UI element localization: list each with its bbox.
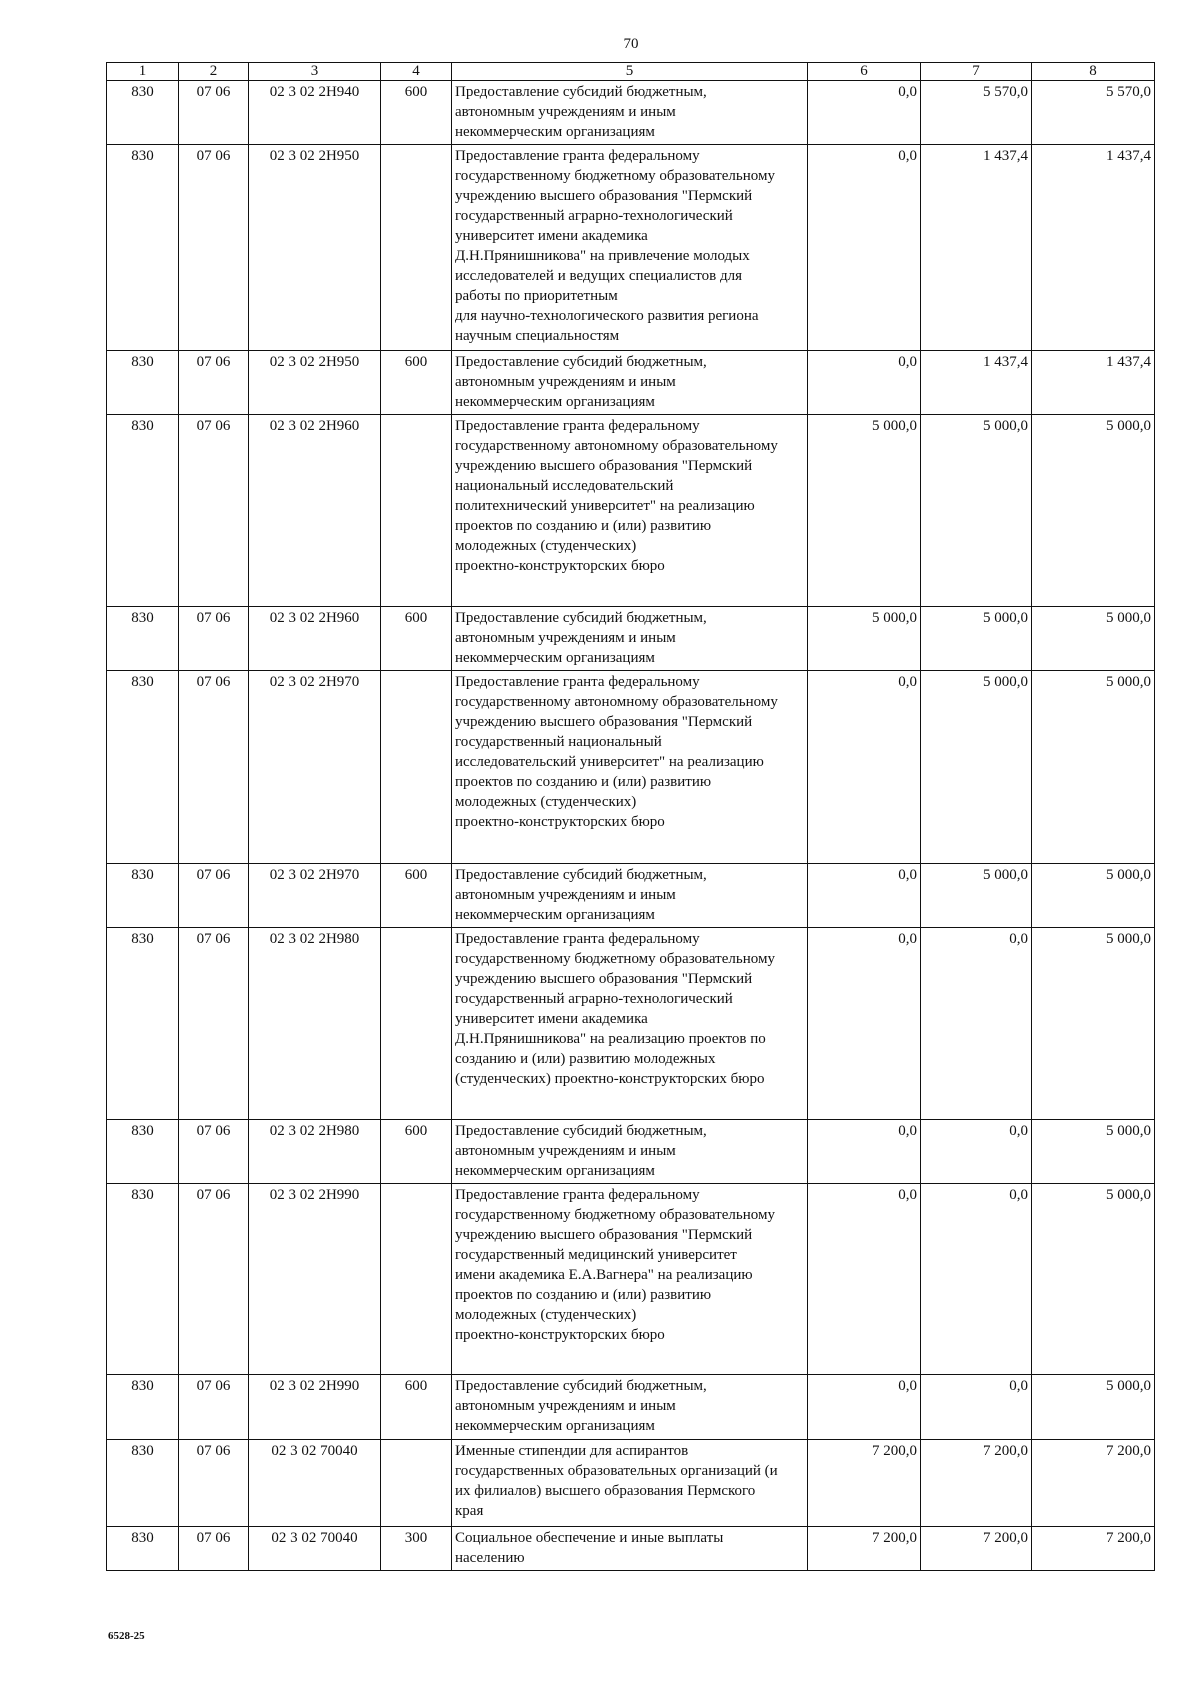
expense-type-code: 600 [381, 81, 452, 145]
section-code: 07 06 [179, 415, 249, 607]
amount-col-6: 0,0 [808, 1375, 921, 1440]
description-line: работы по приоритетным [455, 288, 618, 304]
description-cell [452, 415, 808, 607]
amount-col-8: 5 000,0 [1032, 671, 1155, 864]
description-line: созданию и (или) развитию молодежных [455, 1051, 716, 1067]
description-line: государственному бюджетному образовательному [455, 951, 775, 967]
expense-type-code: 300 [381, 1527, 452, 1571]
amount-col-7: 5 000,0 [921, 415, 1032, 607]
description-line: некоммерческим организациям [455, 907, 655, 923]
column-number-3: 3 [249, 63, 381, 81]
expense-type-code [381, 928, 452, 1120]
description-cell [452, 81, 808, 145]
amount-col-8: 5 570,0 [1032, 81, 1155, 145]
description-line: некоммерческим организациям [455, 650, 655, 666]
target-article-code: 02 3 02 2Н970 [249, 864, 381, 928]
section-code: 07 06 [179, 928, 249, 1120]
amount-col-6: 7 200,0 [808, 1527, 921, 1571]
target-article-code: 02 3 02 2Н940 [249, 81, 381, 145]
description-line: автономным учреждениям и иным [455, 630, 676, 646]
description-line: молодежных (студенческих) [455, 1307, 637, 1323]
page-number: 70 [623, 36, 639, 52]
amount-col-6: 5 000,0 [808, 607, 921, 671]
section-code: 07 06 [179, 607, 249, 671]
table-row [107, 1184, 1155, 1375]
description-line: молодежных (студенческих) [455, 794, 637, 810]
description-line: учреждению высшего образования "Пермский [455, 714, 753, 730]
description-line: государственный аграрно-технологический [455, 991, 733, 1007]
amount-col-8: 5 000,0 [1032, 415, 1155, 607]
description-line: учреждению высшего образования "Пермский [455, 458, 753, 474]
section-code: 07 06 [179, 1375, 249, 1440]
amount-col-8: 5 000,0 [1032, 864, 1155, 928]
table-row [107, 415, 1155, 607]
description-line: автономным учреждениям и иным [455, 1398, 676, 1414]
expense-type-code: 600 [381, 351, 452, 415]
description-line: учреждению высшего образования "Пермский [455, 188, 753, 204]
description-line: Предоставление субсидий бюджетным, [455, 1123, 707, 1139]
amount-col-7: 5 570,0 [921, 81, 1032, 145]
description-line: автономным учреждениям и иным [455, 1143, 676, 1159]
description-line: Социальное обеспечение и иные выплаты [455, 1530, 724, 1546]
section-code: 07 06 [179, 1440, 249, 1527]
amount-col-6: 0,0 [808, 351, 921, 415]
ministry-code: 830 [107, 671, 179, 864]
description-line: государственный медицинский университет [455, 1247, 737, 1263]
description-line: государственный аграрно-технологический [455, 208, 733, 224]
ministry-code: 830 [107, 864, 179, 928]
amount-col-7: 7 200,0 [921, 1527, 1032, 1571]
target-article-code: 02 3 02 2Н980 [249, 1120, 381, 1184]
description-cell [452, 1120, 808, 1184]
ministry-code: 830 [107, 607, 179, 671]
description-line: Именные стипендии для аспирантов [455, 1443, 689, 1459]
amount-col-6: 0,0 [808, 1120, 921, 1184]
description-cell [452, 1440, 808, 1527]
description-line: их филиалов) высшего образования Пермского [455, 1483, 756, 1499]
description-line: политехнический университет" на реализацию [455, 498, 755, 514]
section-code: 07 06 [179, 671, 249, 864]
description-line: некоммерческим организациям [455, 1418, 655, 1434]
description-line: государственному бюджетному образовательному [455, 168, 775, 184]
expense-type-code [381, 145, 452, 351]
ministry-code: 830 [107, 351, 179, 415]
amount-col-7: 1 437,4 [921, 351, 1032, 415]
description-cell [452, 864, 808, 928]
expense-type-code: 600 [381, 1120, 452, 1184]
amount-col-6: 0,0 [808, 81, 921, 145]
description-line: для научно-технологического развития региона [455, 308, 759, 324]
description-line: проектно-конструкторских бюро [455, 1327, 665, 1343]
description-line: Предоставление субсидий бюджетным, [455, 354, 707, 370]
target-article-code: 02 3 02 2Н970 [249, 671, 381, 864]
description-line: государственному бюджетному образовательному [455, 1207, 775, 1223]
amount-col-8: 5 000,0 [1032, 607, 1155, 671]
target-article-code: 02 3 02 2Н950 [249, 145, 381, 351]
amount-col-7: 0,0 [921, 1184, 1032, 1375]
amount-col-8: 1 437,4 [1032, 145, 1155, 351]
section-code: 07 06 [179, 1184, 249, 1375]
description-cell [452, 351, 808, 415]
description-cell [452, 607, 808, 671]
amount-col-7: 5 000,0 [921, 607, 1032, 671]
description-line: проектов по созданию и (или) развитию [455, 774, 712, 790]
section-code: 07 06 [179, 145, 249, 351]
column-number-8: 8 [1032, 63, 1155, 81]
table-row [107, 1440, 1155, 1527]
ministry-code: 830 [107, 928, 179, 1120]
column-number-1: 1 [107, 63, 179, 81]
description-line: Предоставление гранта федеральному [455, 674, 700, 690]
column-number-4: 4 [381, 63, 452, 81]
section-code: 07 06 [179, 351, 249, 415]
amount-col-6: 0,0 [808, 145, 921, 351]
ministry-code: 830 [107, 1527, 179, 1571]
description-line: учреждению высшего образования "Пермский [455, 971, 753, 987]
amount-col-8: 5 000,0 [1032, 928, 1155, 1120]
description-line: молодежных (студенческих) [455, 538, 637, 554]
section-code: 07 06 [179, 81, 249, 145]
column-number-6: 6 [808, 63, 921, 81]
budget-table [106, 62, 1155, 1571]
amount-col-8: 1 437,4 [1032, 351, 1155, 415]
amount-col-6: 7 200,0 [808, 1440, 921, 1527]
expense-type-code: 600 [381, 864, 452, 928]
table-row [107, 1375, 1155, 1440]
column-number-7: 7 [921, 63, 1032, 81]
description-line: проектно-конструкторских бюро [455, 814, 665, 830]
description-line: имени академика Е.А.Вагнера" на реализацию [455, 1267, 753, 1283]
amount-col-6: 0,0 [808, 928, 921, 1120]
description-line: проектов по созданию и (или) развитию [455, 518, 712, 534]
description-line: Д.Н.Прянишникова" на привлечение молодых [455, 248, 750, 264]
amount-col-6: 5 000,0 [808, 415, 921, 607]
table-row [107, 607, 1155, 671]
description-line: автономным учреждениям и иным [455, 374, 676, 390]
target-article-code: 02 3 02 70040 [249, 1440, 381, 1527]
target-article-code: 02 3 02 2Н990 [249, 1184, 381, 1375]
description-line: некоммерческим организациям [455, 394, 655, 410]
table-row [107, 864, 1155, 928]
description-line: некоммерческим организациям [455, 1163, 655, 1179]
target-article-code: 02 3 02 2Н960 [249, 415, 381, 607]
description-line: проектно-конструкторских бюро [455, 558, 665, 574]
document-code: 6528-25 [108, 1630, 145, 1642]
description-line: национальный исследовательский [455, 478, 674, 494]
amount-col-6: 0,0 [808, 1184, 921, 1375]
amount-col-8: 5 000,0 [1032, 1120, 1155, 1184]
description-line: проектов по созданию и (или) развитию [455, 1287, 712, 1303]
target-article-code: 02 3 02 2Н960 [249, 607, 381, 671]
description-line: Предоставление субсидий бюджетным, [455, 867, 707, 883]
section-code: 07 06 [179, 864, 249, 928]
column-number-row [107, 63, 1155, 81]
description-line: Предоставление субсидий бюджетным, [455, 1378, 707, 1394]
expense-type-code [381, 1440, 452, 1527]
description-line: университет имени академика [455, 228, 648, 244]
description-line: Предоставление субсидий бюджетным, [455, 84, 707, 100]
amount-col-7: 0,0 [921, 1375, 1032, 1440]
description-line: исследователей и ведущих специалистов для [455, 268, 742, 284]
table-row [107, 81, 1155, 145]
description-line: автономным учреждениям и иным [455, 887, 676, 903]
target-article-code: 02 3 02 2Н990 [249, 1375, 381, 1440]
column-number-5: 5 [452, 63, 808, 81]
description-line: некоммерческим организациям [455, 124, 655, 140]
amount-col-7: 5 000,0 [921, 864, 1032, 928]
amount-col-6: 0,0 [808, 864, 921, 928]
description-cell [452, 1527, 808, 1571]
target-article-code: 02 3 02 2Н950 [249, 351, 381, 415]
table-row [107, 351, 1155, 415]
expense-type-code [381, 415, 452, 607]
amount-col-7: 0,0 [921, 928, 1032, 1120]
description-line: государственному автономному образовательному [455, 694, 778, 710]
ministry-code: 830 [107, 1440, 179, 1527]
table-row [107, 928, 1155, 1120]
description-line: государственный национальный [455, 734, 662, 750]
description-cell [452, 145, 808, 351]
description-cell [452, 1375, 808, 1440]
description-line: автономным учреждениям и иным [455, 104, 676, 120]
amount-col-7: 1 437,4 [921, 145, 1032, 351]
amount-col-8: 7 200,0 [1032, 1440, 1155, 1527]
amount-col-8: 7 200,0 [1032, 1527, 1155, 1571]
description-line: учреждению высшего образования "Пермский [455, 1227, 753, 1243]
ministry-code: 830 [107, 1184, 179, 1375]
expense-type-code [381, 1184, 452, 1375]
amount-col-8: 5 000,0 [1032, 1184, 1155, 1375]
amount-col-7: 7 200,0 [921, 1440, 1032, 1527]
expense-type-code [381, 671, 452, 864]
description-line: (студенческих) проектно-конструкторских бюро [455, 1071, 765, 1087]
description-line: исследовательский университет" на реализацию [455, 754, 764, 770]
section-code: 07 06 [179, 1120, 249, 1184]
ministry-code: 830 [107, 1120, 179, 1184]
description-line: университет имени академика [455, 1011, 648, 1027]
table-row [107, 145, 1155, 351]
amount-col-7: 5 000,0 [921, 671, 1032, 864]
description-line: научным специальностям [455, 328, 620, 344]
ministry-code: 830 [107, 1375, 179, 1440]
description-line: государственному автономному образовательному [455, 438, 778, 454]
column-number-2: 2 [179, 63, 249, 81]
amount-col-8: 5 000,0 [1032, 1375, 1155, 1440]
amount-col-6: 0,0 [808, 671, 921, 864]
description-line: Предоставление субсидий бюджетным, [455, 610, 707, 626]
description-line: Предоставление гранта федеральному [455, 148, 700, 164]
description-line: населению [455, 1550, 525, 1566]
description-line: края [455, 1503, 484, 1519]
amount-col-7: 0,0 [921, 1120, 1032, 1184]
table-row [107, 1527, 1155, 1571]
table-row [107, 1120, 1155, 1184]
description-cell [452, 1184, 808, 1375]
ministry-code: 830 [107, 145, 179, 351]
description-cell [452, 928, 808, 1120]
target-article-code: 02 3 02 70040 [249, 1527, 381, 1571]
description-line: Предоставление гранта федеральному [455, 931, 700, 947]
ministry-code: 830 [107, 81, 179, 145]
expense-type-code: 600 [381, 1375, 452, 1440]
description-line: Предоставление гранта федеральному [455, 1187, 700, 1203]
description-cell [452, 671, 808, 864]
table-body [107, 81, 1155, 1571]
description-line: Д.Н.Прянишникова" на реализацию проектов по [455, 1031, 766, 1047]
table-row [107, 671, 1155, 864]
expense-type-code: 600 [381, 607, 452, 671]
section-code: 07 06 [179, 1527, 249, 1571]
description-line: государственных образовательных организаций (и [455, 1463, 778, 1479]
ministry-code: 830 [107, 415, 179, 607]
description-line: Предоставление гранта федеральному [455, 418, 700, 434]
target-article-code: 02 3 02 2Н980 [249, 928, 381, 1120]
